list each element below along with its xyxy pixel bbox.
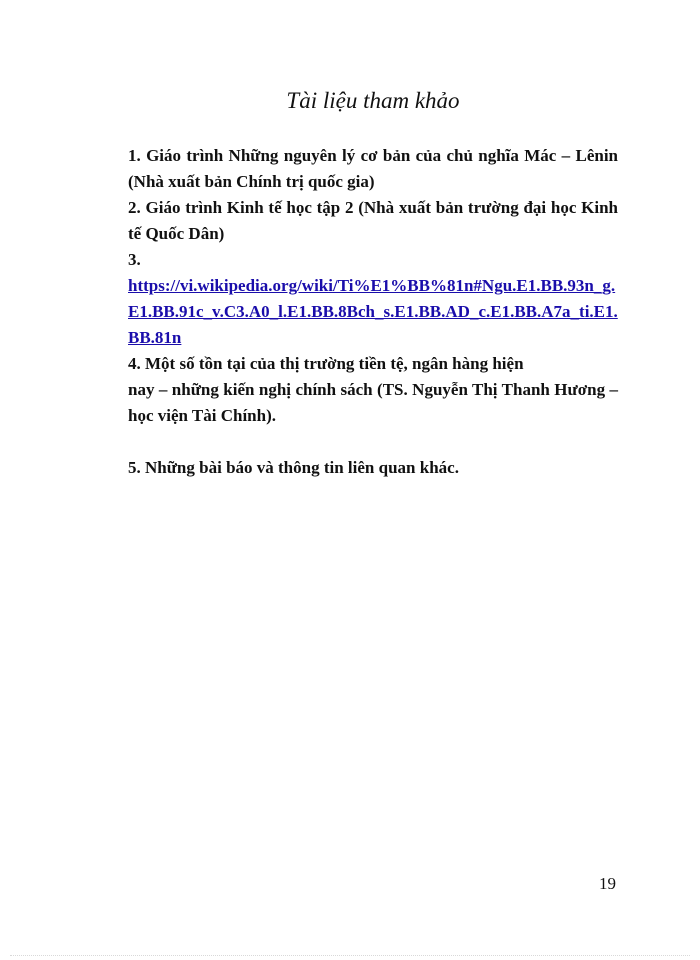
spacer (128, 429, 618, 455)
reference-item-4-first-line: 4. Một số tồn tại của thị trường tiền tệ, ngân hàng hiện (128, 354, 524, 373)
reference-item-2: 2. Giáo trình Kinh tế học tập 2 (Nhà xuất bản trường đại học Kinh tế Quốc Dân) (128, 198, 618, 243)
reference-item-5: 5. Những bài báo và thông tin liên quan khác. (128, 458, 459, 477)
reference-list (128, 143, 618, 481)
page-number: 19 (599, 874, 616, 893)
reference-item-4 (128, 351, 618, 429)
reference-item-1: 1. Giáo trình Những nguyên lý cơ bản của chủ nghĩa Mác – Lênin (Nhà xuất bản Chính trị quốc gia) (128, 146, 618, 191)
page-bottom-divider (10, 955, 690, 956)
reference-link[interactable]: https://vi.wikipedia.org/wiki/Ti%E1%BB%81n#Ngu.E1.BB.93n_g.E1.BB.91c_v.C3.A0_l.E1.BB.8Bch_s.E1.BB.AD_c.E1.BB.A7a_ti.E1.BB.81n (128, 276, 618, 347)
page-title: Tài liệu tham khảo (286, 88, 460, 113)
reference-item-4-rest: nay – những kiến nghị chính sách (TS. Nguyễn Thị Thanh Hương – học viện Tài Chính). (128, 380, 618, 425)
reference-item-3-number: 3. (128, 250, 141, 269)
reference-item-3 (128, 247, 618, 351)
